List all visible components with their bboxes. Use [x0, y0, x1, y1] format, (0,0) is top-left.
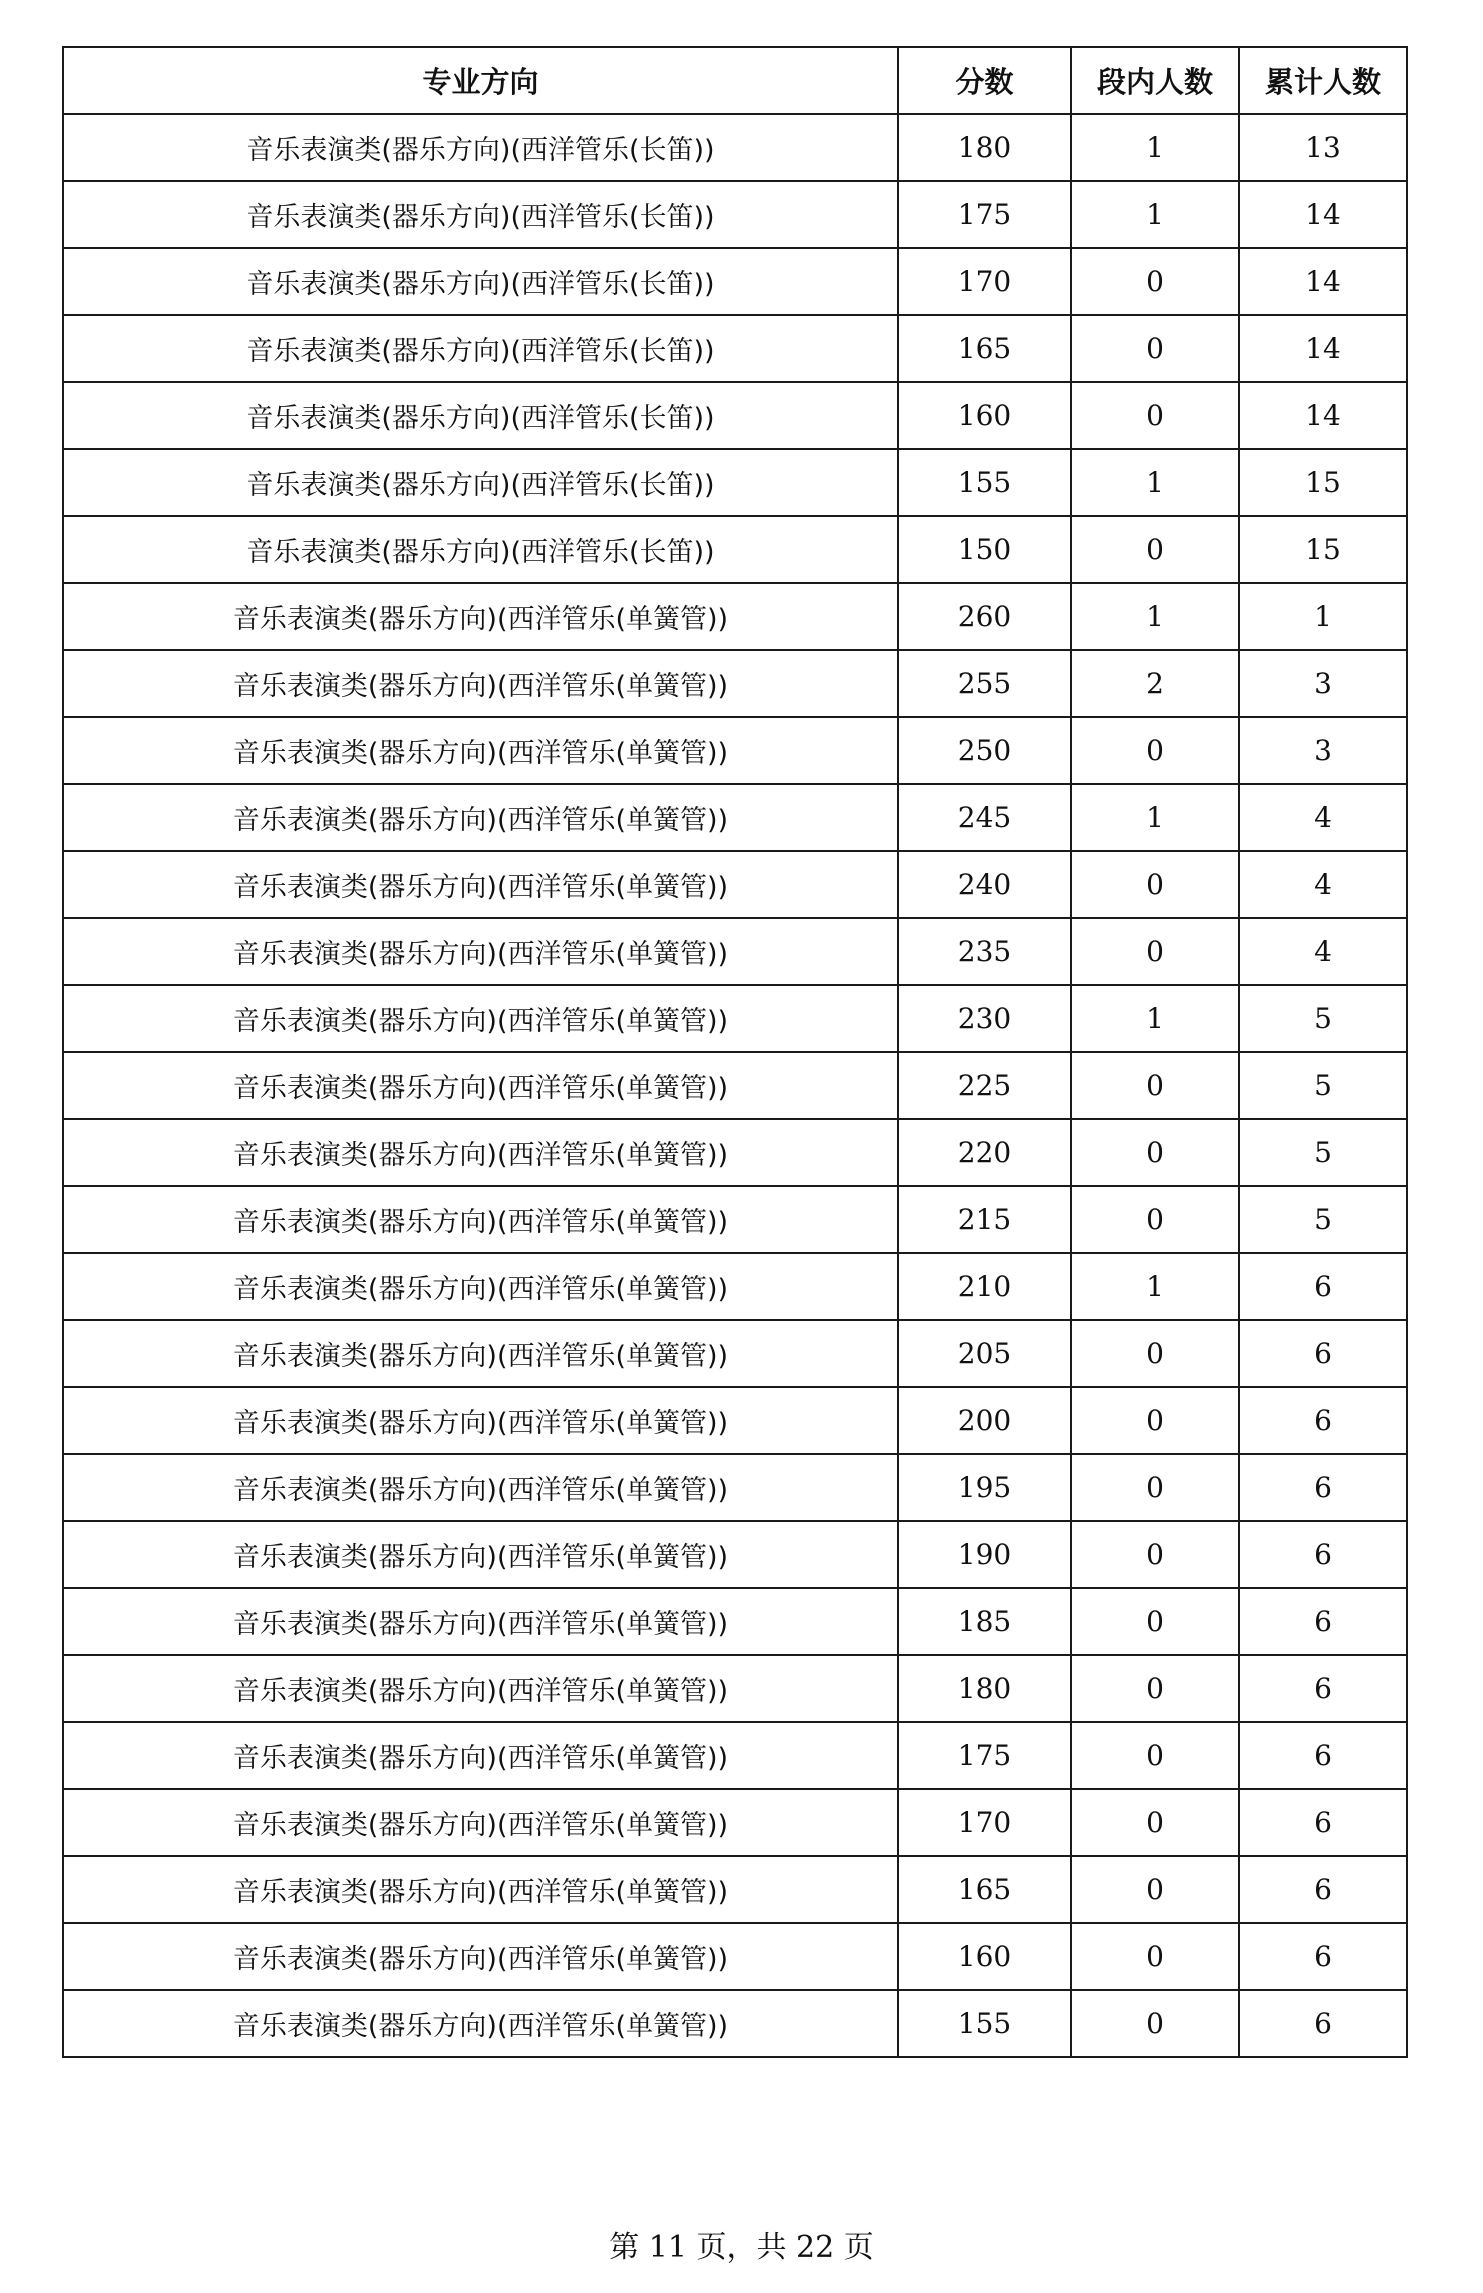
cell-major: 音乐表演类(器乐方向)(西洋管乐(长笛))	[63, 114, 898, 181]
cell-count-in-band: 0	[1071, 1990, 1239, 2057]
cell-score: 225	[898, 1052, 1071, 1119]
cell-cumulative-count: 6	[1239, 1253, 1407, 1320]
cell-score: 175	[898, 181, 1071, 248]
cell-score: 240	[898, 851, 1071, 918]
cell-major: 音乐表演类(器乐方向)(西洋管乐(单簧管))	[63, 1320, 898, 1387]
cell-score: 190	[898, 1521, 1071, 1588]
table-row	[63, 1789, 1407, 1856]
cell-count-in-band: 0	[1071, 1320, 1239, 1387]
cell-count-in-band: 2	[1071, 650, 1239, 717]
cell-count-in-band: 1	[1071, 784, 1239, 851]
cell-cumulative-count: 6	[1239, 1320, 1407, 1387]
cell-score: 250	[898, 717, 1071, 784]
header-row	[63, 47, 1407, 114]
cell-cumulative-count: 1	[1239, 583, 1407, 650]
cell-major: 音乐表演类(器乐方向)(西洋管乐(长笛))	[63, 248, 898, 315]
cell-score: 165	[898, 315, 1071, 382]
cell-cumulative-count: 14	[1239, 315, 1407, 382]
cell-major: 音乐表演类(器乐方向)(西洋管乐(单簧管))	[63, 1387, 898, 1454]
cell-count-in-band: 0	[1071, 717, 1239, 784]
cell-cumulative-count: 3	[1239, 650, 1407, 717]
cell-major: 音乐表演类(器乐方向)(西洋管乐(单簧管))	[63, 1722, 898, 1789]
cell-score: 165	[898, 1856, 1071, 1923]
cell-major: 音乐表演类(器乐方向)(西洋管乐(单簧管))	[63, 1454, 898, 1521]
cell-major: 音乐表演类(器乐方向)(西洋管乐(单簧管))	[63, 1521, 898, 1588]
cell-cumulative-count: 14	[1239, 248, 1407, 315]
cell-count-in-band: 0	[1071, 1387, 1239, 1454]
table-row	[63, 1588, 1407, 1655]
cell-count-in-band: 1	[1071, 1253, 1239, 1320]
table-row	[63, 382, 1407, 449]
table-row	[63, 985, 1407, 1052]
cell-major: 音乐表演类(器乐方向)(西洋管乐(长笛))	[63, 382, 898, 449]
table-row	[63, 1521, 1407, 1588]
cell-score: 235	[898, 918, 1071, 985]
table-row	[63, 1119, 1407, 1186]
cell-cumulative-count: 3	[1239, 717, 1407, 784]
cell-major: 音乐表演类(器乐方向)(西洋管乐(单簧管))	[63, 717, 898, 784]
table-row	[63, 248, 1407, 315]
cell-cumulative-count: 6	[1239, 1655, 1407, 1722]
table-row	[63, 717, 1407, 784]
header-count-in-band: 段内人数	[1071, 47, 1239, 114]
cell-major: 音乐表演类(器乐方向)(西洋管乐(单簧管))	[63, 1186, 898, 1253]
cell-major: 音乐表演类(器乐方向)(西洋管乐(单簧管))	[63, 583, 898, 650]
cell-score: 215	[898, 1186, 1071, 1253]
cell-count-in-band: 0	[1071, 516, 1239, 583]
header-cumulative-count: 累计人数	[1239, 47, 1407, 114]
cell-major: 音乐表演类(器乐方向)(西洋管乐(单簧管))	[63, 784, 898, 851]
cell-count-in-band: 1	[1071, 181, 1239, 248]
cell-cumulative-count: 6	[1239, 1856, 1407, 1923]
cell-count-in-band: 0	[1071, 1722, 1239, 1789]
cell-score: 245	[898, 784, 1071, 851]
table-row	[63, 1923, 1407, 1990]
cell-score: 170	[898, 248, 1071, 315]
table-row	[63, 583, 1407, 650]
cell-major: 音乐表演类(器乐方向)(西洋管乐(长笛))	[63, 181, 898, 248]
table-row	[63, 650, 1407, 717]
table-row	[63, 181, 1407, 248]
cell-cumulative-count: 15	[1239, 516, 1407, 583]
cell-major: 音乐表演类(器乐方向)(西洋管乐(单簧管))	[63, 1119, 898, 1186]
cell-major: 音乐表演类(器乐方向)(西洋管乐(单簧管))	[63, 851, 898, 918]
cell-score: 220	[898, 1119, 1071, 1186]
cell-score: 180	[898, 114, 1071, 181]
cell-count-in-band: 0	[1071, 1521, 1239, 1588]
cell-cumulative-count: 15	[1239, 449, 1407, 516]
cell-count-in-band: 0	[1071, 851, 1239, 918]
cell-cumulative-count: 6	[1239, 1521, 1407, 1588]
header-score: 分数	[898, 47, 1071, 114]
cell-count-in-band: 0	[1071, 918, 1239, 985]
table-row	[63, 851, 1407, 918]
cell-count-in-band: 0	[1071, 1856, 1239, 1923]
cell-score: 160	[898, 1923, 1071, 1990]
cell-score: 155	[898, 449, 1071, 516]
cell-score: 155	[898, 1990, 1071, 2057]
cell-major: 音乐表演类(器乐方向)(西洋管乐(单簧管))	[63, 1655, 898, 1722]
cell-cumulative-count: 6	[1239, 1789, 1407, 1856]
cell-cumulative-count: 5	[1239, 1052, 1407, 1119]
header-major: 专业方向	[63, 47, 898, 114]
cell-score: 150	[898, 516, 1071, 583]
cell-score: 200	[898, 1387, 1071, 1454]
cell-count-in-band: 0	[1071, 1789, 1239, 1856]
cell-cumulative-count: 6	[1239, 1454, 1407, 1521]
cell-score: 230	[898, 985, 1071, 1052]
cell-count-in-band: 0	[1071, 248, 1239, 315]
cell-cumulative-count: 6	[1239, 1990, 1407, 2057]
cell-major: 音乐表演类(器乐方向)(西洋管乐(单簧管))	[63, 1588, 898, 1655]
table-row	[63, 1454, 1407, 1521]
table-row	[63, 1990, 1407, 2057]
cell-score: 260	[898, 583, 1071, 650]
table-row	[63, 1655, 1407, 1722]
cell-major: 音乐表演类(器乐方向)(西洋管乐(单簧管))	[63, 985, 898, 1052]
cell-score: 170	[898, 1789, 1071, 1856]
cell-count-in-band: 0	[1071, 1186, 1239, 1253]
cell-major: 音乐表演类(器乐方向)(西洋管乐(单簧管))	[63, 1789, 898, 1856]
cell-cumulative-count: 5	[1239, 985, 1407, 1052]
table-row	[63, 1186, 1407, 1253]
table-row	[63, 784, 1407, 851]
cell-major: 音乐表演类(器乐方向)(西洋管乐(单簧管))	[63, 1253, 898, 1320]
cell-count-in-band: 0	[1071, 382, 1239, 449]
cell-cumulative-count: 14	[1239, 181, 1407, 248]
cell-count-in-band: 0	[1071, 1923, 1239, 1990]
table-row	[63, 516, 1407, 583]
cell-count-in-band: 1	[1071, 985, 1239, 1052]
cell-major: 音乐表演类(器乐方向)(西洋管乐(单簧管))	[63, 1856, 898, 1923]
cell-count-in-band: 1	[1071, 114, 1239, 181]
table-row	[63, 315, 1407, 382]
cell-major: 音乐表演类(器乐方向)(西洋管乐(单簧管))	[63, 1923, 898, 1990]
cell-score: 195	[898, 1454, 1071, 1521]
cell-major: 音乐表演类(器乐方向)(西洋管乐(单簧管))	[63, 1052, 898, 1119]
cell-cumulative-count: 6	[1239, 1588, 1407, 1655]
cell-score: 180	[898, 1655, 1071, 1722]
cell-score: 210	[898, 1253, 1071, 1320]
table-row	[63, 1052, 1407, 1119]
table-row	[63, 1320, 1407, 1387]
cell-cumulative-count: 6	[1239, 1722, 1407, 1789]
cell-cumulative-count: 4	[1239, 851, 1407, 918]
table-row	[63, 449, 1407, 516]
cell-score: 160	[898, 382, 1071, 449]
cell-score: 255	[898, 650, 1071, 717]
cell-cumulative-count: 6	[1239, 1923, 1407, 1990]
cell-cumulative-count: 5	[1239, 1119, 1407, 1186]
cell-count-in-band: 0	[1071, 1588, 1239, 1655]
cell-cumulative-count: 13	[1239, 114, 1407, 181]
cell-count-in-band: 0	[1071, 1454, 1239, 1521]
cell-cumulative-count: 4	[1239, 918, 1407, 985]
cell-cumulative-count: 4	[1239, 784, 1407, 851]
cell-major: 音乐表演类(器乐方向)(西洋管乐(单簧管))	[63, 650, 898, 717]
page-number-footer: 第 11 页，共 22 页	[609, 2230, 874, 2265]
cell-major: 音乐表演类(器乐方向)(西洋管乐(单簧管))	[63, 1990, 898, 2057]
cell-score: 175	[898, 1722, 1071, 1789]
cell-major: 音乐表演类(器乐方向)(西洋管乐(单簧管))	[63, 918, 898, 985]
cell-count-in-band: 0	[1071, 1119, 1239, 1186]
cell-count-in-band: 1	[1071, 583, 1239, 650]
table-row	[63, 1856, 1407, 1923]
cell-count-in-band: 0	[1071, 1655, 1239, 1722]
cell-count-in-band: 0	[1071, 1052, 1239, 1119]
cell-cumulative-count: 5	[1239, 1186, 1407, 1253]
table-row	[63, 114, 1407, 181]
table-body	[63, 114, 1407, 2057]
table-row	[63, 1722, 1407, 1789]
score-distribution-table	[62, 46, 1408, 2058]
table-row	[63, 1387, 1407, 1454]
table-row	[63, 1253, 1407, 1320]
table-header	[63, 47, 1407, 114]
cell-major: 音乐表演类(器乐方向)(西洋管乐(长笛))	[63, 516, 898, 583]
cell-cumulative-count: 14	[1239, 382, 1407, 449]
cell-score: 185	[898, 1588, 1071, 1655]
cell-cumulative-count: 6	[1239, 1387, 1407, 1454]
cell-major: 音乐表演类(器乐方向)(西洋管乐(长笛))	[63, 315, 898, 382]
cell-count-in-band: 0	[1071, 315, 1239, 382]
cell-score: 205	[898, 1320, 1071, 1387]
cell-major: 音乐表演类(器乐方向)(西洋管乐(长笛))	[63, 449, 898, 516]
table-row	[63, 918, 1407, 985]
cell-count-in-band: 1	[1071, 449, 1239, 516]
